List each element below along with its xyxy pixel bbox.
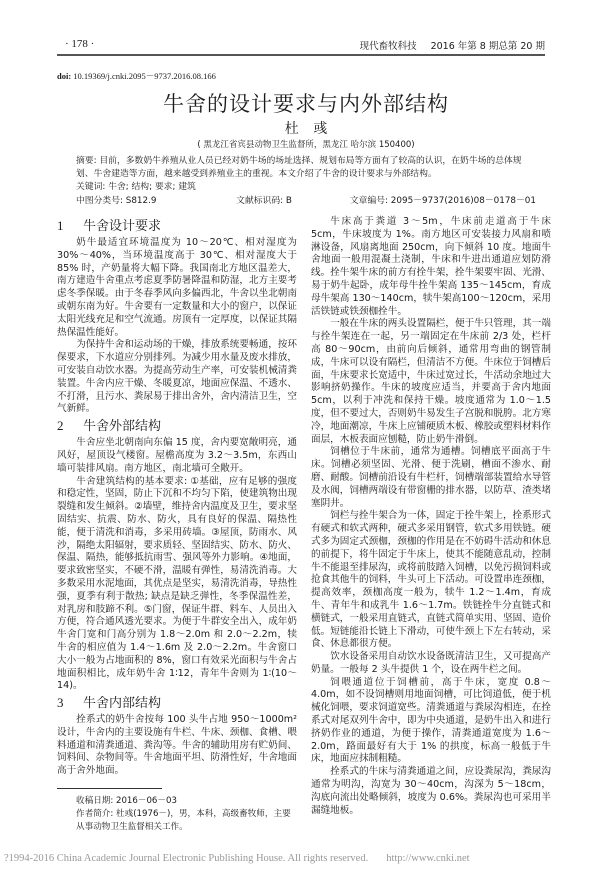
- classification-row: [76, 195, 536, 208]
- paragraph: 饲槽位于牛床前，通常为通槽。饲槽底平面高于牛床。饲槽必须坚固、光滑、便于洗刷，槽面不渗水、耐磨、耐酸。饲槽前沿设有牛栏杆，饲槽端部装置给水导管及水阀，饲槽两端设有带窗栅的排水器，以防草、渣类堵塞阴井。: [311, 446, 551, 509]
- received-date: 收稿日期: 2016－06－03: [76, 796, 177, 807]
- clc-number: 中图分类号: S812.9: [76, 196, 157, 206]
- section-title: 牛舍内部结构: [83, 696, 162, 712]
- section-number: 1: [57, 218, 64, 233]
- author: 杜 彧: [284, 121, 328, 137]
- issue-info: 2016 年第 8 期总第 20 期: [430, 41, 545, 52]
- abstract: 摘要: 目前，多数奶牛养殖从业人员已经对奶牛场的场址选择、规划布局等方面有了较高的认识，在奶牛场的总体规划、牛舍建造等方面，越来越受到养殖业主的重视。本文介绍了牛舍的设计要求与外部结构。: [76, 156, 522, 179]
- section-title: 牛舍设计要求: [83, 219, 162, 234]
- article-number: 文章编号: 2095－9737(2016)08－0178－01: [349, 196, 536, 206]
- paragraph: 饲栏与拴牛架合为一体，固定于拴牛架上，拴系形式有硬式和软式两种，硬式多采用钢管，软式多用铁链。硬式多为固定式颈枷，颈枷的作用是在不妨碍牛活动和休息的前提下，将牛固定于牛床上，使其不能随意乱动，控制牛不能退至排尿沟，或将前肢踏入饲槽，以免污损饲料或抢食其他牛的饲料，牛头可上下活动。可设置串连颈枷，提高效率，颈枷高度一般为，犊牛 1.2～1.4m，育成牛、青年牛和成乳牛 1.6～1.7m。铁链拴牛分直链式和横链式，一般采用直链式，直链式简单实用、坚固、造价低。短链能沿长链上下滑动，可使牛颈上下左右转动，采食、休息都很方便。: [311, 510, 551, 650]
- doi-label: doi:: [57, 71, 72, 81]
- body-columns: [57, 216, 555, 834]
- keywords: 关键词: 牛舍; 结构; 要求; 建筑: [76, 182, 196, 192]
- paragraph: 为保持牛舍和运动场的干燥，排放系统要畅通，按环保要求，下水道应分别排列。为减少用水量及废水排放，可安装自动饮水器。为提高劳动生产率，可安装机械清粪装置。牛舍内应干燥、冬暖夏凉，地面应保温、不透水、不打滑，且污水、粪尿易于排出舍外，舍内清洁卫生，空气新鲜。: [57, 339, 297, 415]
- left-column: [57, 216, 297, 834]
- footer-url[interactable]: http://www.cnki.net: [386, 853, 470, 865]
- paragraph: 一般在牛床的两头设置隔栏，便于牛只管理，其一端与拴牛架连在一起，另一端固定在牛床前 2/3 处，栏杆高 80～90cm，由前向后倾斜，通常用弯曲的钢管制成，牛床可以设有隔栏，但清洁不方便。牛床位于饲槽后面，牛床要求长宽适中，牛床过宽过长，牛活动余地过大影响挤奶操作。牛床的坡度应适当，并要高于舍内地面 5cm，以利于冲洗和保持干燥。坡度通常为 1.0～1.5 度，但不要过大，否则奶牛易发生子宫脱和脱胯。北方寒冷，地面潮凉，牛床上应铺硬质木板、橡胶或塑料材料作面层，木板表面应刨糙，防止奶牛滑倒。: [311, 318, 551, 445]
- journal-info: [346, 38, 545, 52]
- copyright-text: ?1994-2016 China Academic Journal Electronic Publishing House. All rights reserved.: [4, 853, 369, 865]
- journal-name: 现代畜牧科技: [359, 41, 417, 52]
- paragraph: 饮水设备采用自动饮水设备既清洁卫生，又可提高产奶量。一般每 2 头牛提供 1 个，设在两牛栏之间。: [311, 651, 551, 675]
- running-header: [57, 36, 545, 56]
- paragraph: 牛舍应坐北朝南向东偏 15 度，舍内要宽敞明亮，通风好，屋顶设气楼窗。屋檐高度为 3.2～3.5m，东西山墙可装排风扇。南方地区，南北墙可全敞开。: [57, 437, 297, 474]
- section-heading-1: [57, 216, 297, 237]
- page-number: · 178 ·: [65, 38, 95, 50]
- abstract-block: [76, 155, 536, 194]
- footnote-divider: [57, 788, 162, 789]
- right-column: [311, 216, 551, 817]
- section-number: 3: [57, 695, 64, 711]
- paragraph: 牛舍建筑结构的基本要求: ①基础，应有足够的强度和稳定性，坚固，防止下沉和不均匀下陷，使建筑物出现裂缝和发生倾斜。②墙壁，维持舍内温度及卫生，要求坚固结实、抗震、防水、防火，具有良好的保温、隔热性能，便于清洗和消毒，多采用砖墙。③屋顶，防雨水、风沙，隔绝太阳辐射，要求质轻、坚固结实、防水、防火、保温、隔热，能够抵抗雨雪、强风等外力影响。④地面，要求致密坚实，不硬不滑，温暖有弹性，易清洗消毒。大多数采用水泥地面，其优点是坚实，易清洗消毒，导热性强，夏季有利于散热; 缺点是缺乏弹性，冬季保温性差，对乳房和肢蹄不利。⑤门窗，保证牛群、料车、人员出入方便，符合通风透光要求。为便于牛群安全出入，成年奶牛舍门宽和门高分别为 1.8～2.0m 和 2.0～2.2m，犊牛舍的相应值为 1.4～1.6m 及 2.0～2.2m。牛舍窗口大小一般为占地面积的 8%，窗口有效采光面积与牛舍占地面积相比，成年奶牛舍 1∶12，青年牛舍则为 1∶(10～14)。: [57, 475, 297, 692]
- section-title: 牛舍外部结构: [83, 419, 162, 435]
- section-heading-2: [57, 416, 297, 437]
- section-number: 2: [57, 418, 64, 434]
- paragraph: 牛床高于粪道 3～5m，牛床前走道高于牛床 5cm，牛床坡度为 1%。南方地区可安装接力风扇和喷淋设备，风扇离地面 250cm，向下倾斜 10 度。地面牛舍地面一般用混凝土浇制，牛床和牛进出通道应划防滑线。拴牛架牛床的前方有拴牛架，拴牛架要牢固、光滑、易于奶牛起卧，成年母牛拴牛架高 135～145cm，育成母牛架高 130～140cm，犊牛架高100～120cm，采用活铁链或铁颈枷拴牛。: [311, 216, 551, 317]
- affiliation: ( 黑龙江省宾县动物卫生监督所，黑龙江 哈尔滨 150400): [197, 140, 415, 150]
- paragraph: 拴系式的牛床与清粪通道之间，应设粪尿沟，粪尿沟通常为明沟，沟宽为 30～40cm，沟深为 5～18cm，沟底向流出处略倾斜，坡度为 0.6%。粪尿沟也可采用半漏缝地板。: [311, 766, 551, 816]
- paragraph: 饲喂通道位于饲槽前，高于牛床，宽度 0.8～4.0m，如不设饲槽则用地面饲槽，可比饲道低，便于机械化饲喂，要求饲道宽些。清粪通道与粪尿沟相连，在拴系式对尾双列牛舍中，即为中央通道，是奶牛出入和进行挤奶作业的通道，为便于操作，清粪通道宽度为 1.6～2.0m，路面最好有大于 1% 的拱度，标高一般低于牛床，地面应抹制粗糙。: [311, 676, 551, 765]
- footnote: [76, 795, 298, 834]
- document-code: 文献标识码: B: [236, 196, 292, 206]
- copyright-footer: [4, 852, 555, 866]
- paragraph: 奶牛最适宜环境温度为 10～20℃、相对湿度为 30%～40%，当环境温度高于 30℃、相对湿度大于 85% 时，产奶量将大幅下降。我国南北方地区温差大，南方建造牛舍重点考虑夏季防暑降温和防湿，北方主要考虑冬季保暖。由于冬春季风向多偏西北，牛舍以坐北朝南或朝东南为好。牛舍要有一定数量和大小的窗户，以保证太阳光线充足和空气流通。房顶有一定厚度，以保证其隔热保温性能好。: [57, 237, 297, 338]
- paragraph: 拴系式的奶牛舍按每 100 头牛占地 950～1000m² 设计，牛舍内的主要设施有牛栏、牛床、颈枷、食槽、喂料通道和清粪通道、粪沟等。牛舍的辅助用房有贮奶间、饲料间、杂物间等。牛舍地面平坦、防滑性好，牛舍地面高于舍外地面。: [57, 714, 297, 777]
- doi-value: 10.19369/j.cnki.2095－9737.2016.08.166: [73, 71, 216, 81]
- article-title: 牛舍的设计要求与内外部结构: [163, 92, 449, 116]
- section-heading-3: [57, 693, 297, 714]
- doi: [57, 70, 555, 82]
- author-bio: 作者简介: 杜彧(1976－)，男，本科，高级畜牧师，主要从事动物卫生监督相关工作。: [76, 809, 291, 833]
